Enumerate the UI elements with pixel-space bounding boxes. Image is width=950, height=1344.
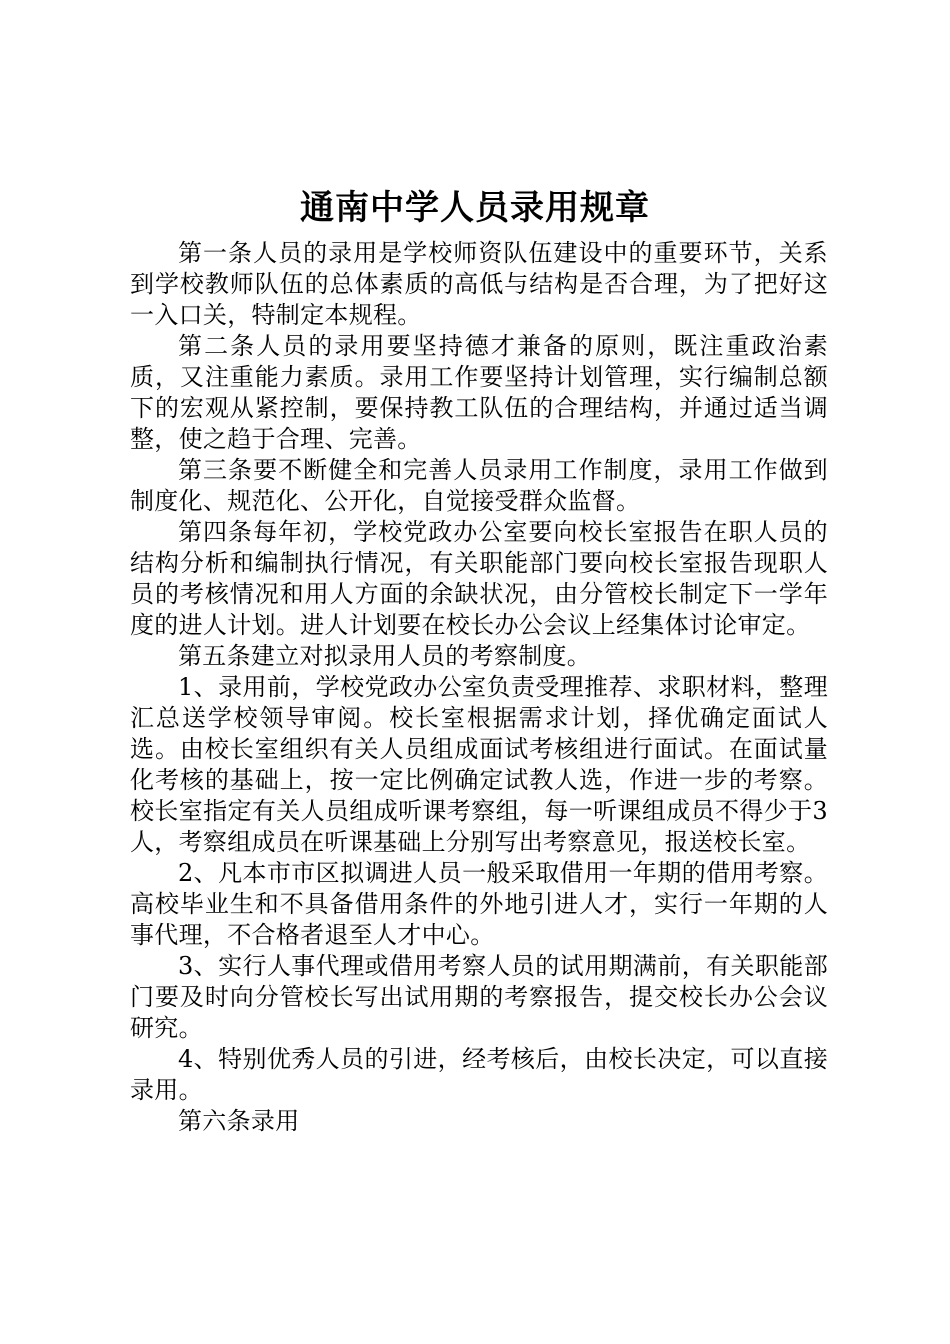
paragraph-item-2: 2、凡本市市区拟调进人员一般采取借用一年期的借用考察。高校毕业生和不具备借用条件的外地引进人才，实行一年期的人事代理，不合格者退至人才中心。 [130,859,828,949]
paragraph-item-4: 4、特别优秀人员的引进，经考核后，由校长决定，可以直接录用。 [130,1045,828,1104]
paragraph-article-2: 第二条人员的录用要坚持德才兼备的原则，既注重政治素质，又注重能力素质。录用工作要坚持计划管理，实行编制总额下的宏观从紧控制，要保持教工队伍的合理结构，并通过适当调整，使之趋于合理、完善。 [130,332,828,453]
paragraph-article-1: 第一条人员的录用是学校师资队伍建设中的重要环节，关系到学校教师队伍的总体素质的高低与结构是否合理，为了把好这一入口关，特制定本规程。 [130,239,828,329]
paragraph-article-6: 第六条录用 [178,1107,300,1135]
paragraph-article-3: 第三条要不断健全和完善人员录用工作制度，录用工作做到制度化、规范化、公开化，自觉接受群众监督。 [130,456,828,515]
paragraph-article-5: 第五条建立对拟录用人员的考察制度。 [178,642,592,670]
document-title: 通南中学人员录用规章 [300,188,650,228]
paragraph-item-3: 3、实行人事代理或借用考察人员的试用期满前，有关职能部门要及时向分管校长写出试用期的考察报告，提交校长办公会议研究。 [130,952,828,1042]
paragraph-article-4: 第四条每年初，学校党政办公室要向校长室报告在职人员的结构分析和编制执行情况，有关职能部门要向校长室报告现职人员的考核情况和用人方面的余缺状况，由分管校长制定下一学年度的进人计划。进人计划要在校长办公会议上经集体讨论审定。 [130,518,828,639]
paragraph-item-1: 1、录用前，学校党政办公室负责受理推荐、求职材料，整理汇总送学校领导审阅。校长室根据需求计划，择优确定面试人选。由校长室组织有关人员组成面试考核组进行面试。在面试量化考核的基础上，按一定比例确定试教人选，作进一步的考察。校长室指定有关人员组成听课考察组，每一听课组成员不得少于3人，考察组成员在听课基础上分别写出考察意见，报送校长室。 [130,673,828,856]
document-body [130,238,828,1137]
